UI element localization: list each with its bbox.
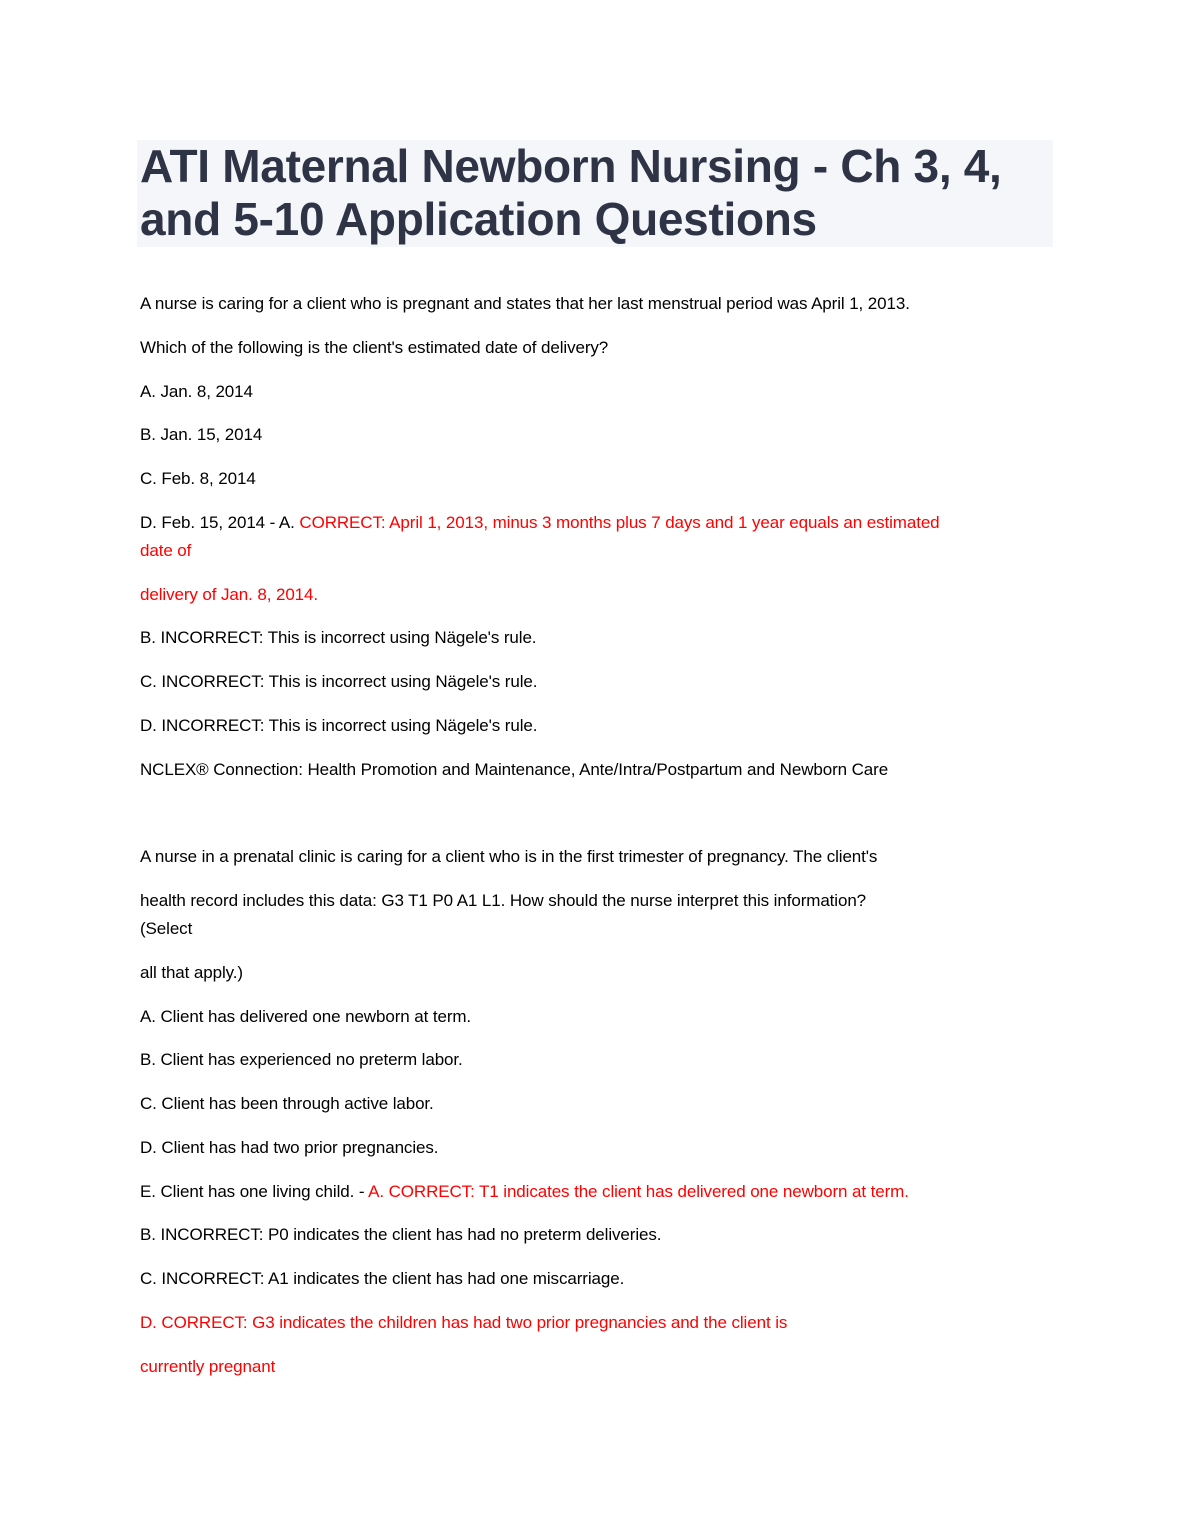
answer-incorrect: B. INCORRECT: P0 indicates the client has had no preterm deliveries. (140, 1225, 662, 1244)
answer-correct: D. CORRECT: G3 indicates the children has had two prior pregnancies and the client is (140, 1313, 788, 1332)
option-b: B. Jan. 15, 2014 (140, 425, 263, 444)
answer-incorrect: C. INCORRECT: A1 indicates the client has had one miscarriage. (140, 1269, 625, 1288)
title-block (137, 140, 1053, 247)
question-2-stem: health record includes this data: G3 T1 P0 A1 L1. How should the nurse interpret this information? (140, 891, 867, 910)
answer-incorrect: C. INCORRECT: This is incorrect using Nägele's rule. (140, 672, 538, 691)
answer-correct-cont: delivery of Jan. 8, 2014. (140, 585, 319, 604)
question-2-stem: A nurse in a prenatal clinic is caring for a client who is in the first trimester of pregnancy. The client's (140, 847, 878, 866)
title-line-1: ATI Maternal Newborn Nursing - Ch 3, 4, (140, 140, 1002, 192)
answer-correct-cont: date of (140, 541, 192, 560)
answer-incorrect: B. INCORRECT: This is incorrect using Nägele's rule. (140, 628, 537, 647)
option-c: C. Feb. 8, 2014 (140, 469, 256, 488)
option-b: B. Client has experienced no preterm labor. (140, 1050, 463, 1069)
option-d: D. Client has had two prior pregnancies. (140, 1138, 439, 1157)
option-d-text: D. Feb. 15, 2014 - A. (140, 513, 300, 532)
question-1-stem: A nurse is caring for a client who is pregnant and states that her last menstrual period was April 1, 2013. (140, 294, 910, 313)
option-a: A. Client has delivered one newborn at term. (140, 1007, 472, 1026)
option-e (140, 1181, 909, 1203)
answer-correct: CORRECT: April 1, 2013, minus 3 months plus 7 days and 1 year equals an estimated (299, 513, 940, 532)
option-c: C. Client has been through active labor. (140, 1094, 434, 1113)
document-title (140, 140, 1002, 246)
answer-incorrect: D. INCORRECT: This is incorrect using Nägele's rule. (140, 716, 538, 735)
answer-correct: A. CORRECT: T1 indicates the client has delivered one newborn at term. (368, 1182, 909, 1201)
answer-correct-cont: currently pregnant (140, 1357, 276, 1376)
question-1-stem: Which of the following is the client's estimated date of delivery? (140, 338, 609, 357)
option-d (140, 512, 940, 534)
nclex-connection: NCLEX® Connection: Health Promotion and Maintenance, Ante/Intra/Postpartum and Newborn Care (140, 760, 889, 779)
option-a: A. Jan. 8, 2014 (140, 382, 253, 401)
question-2-stem: all that apply.) (140, 963, 243, 982)
question-2-stem: (Select (140, 919, 193, 938)
option-e-text: E. Client has one living child. - (140, 1182, 369, 1201)
title-line-2: and 5-10 Application Questions (140, 193, 817, 245)
